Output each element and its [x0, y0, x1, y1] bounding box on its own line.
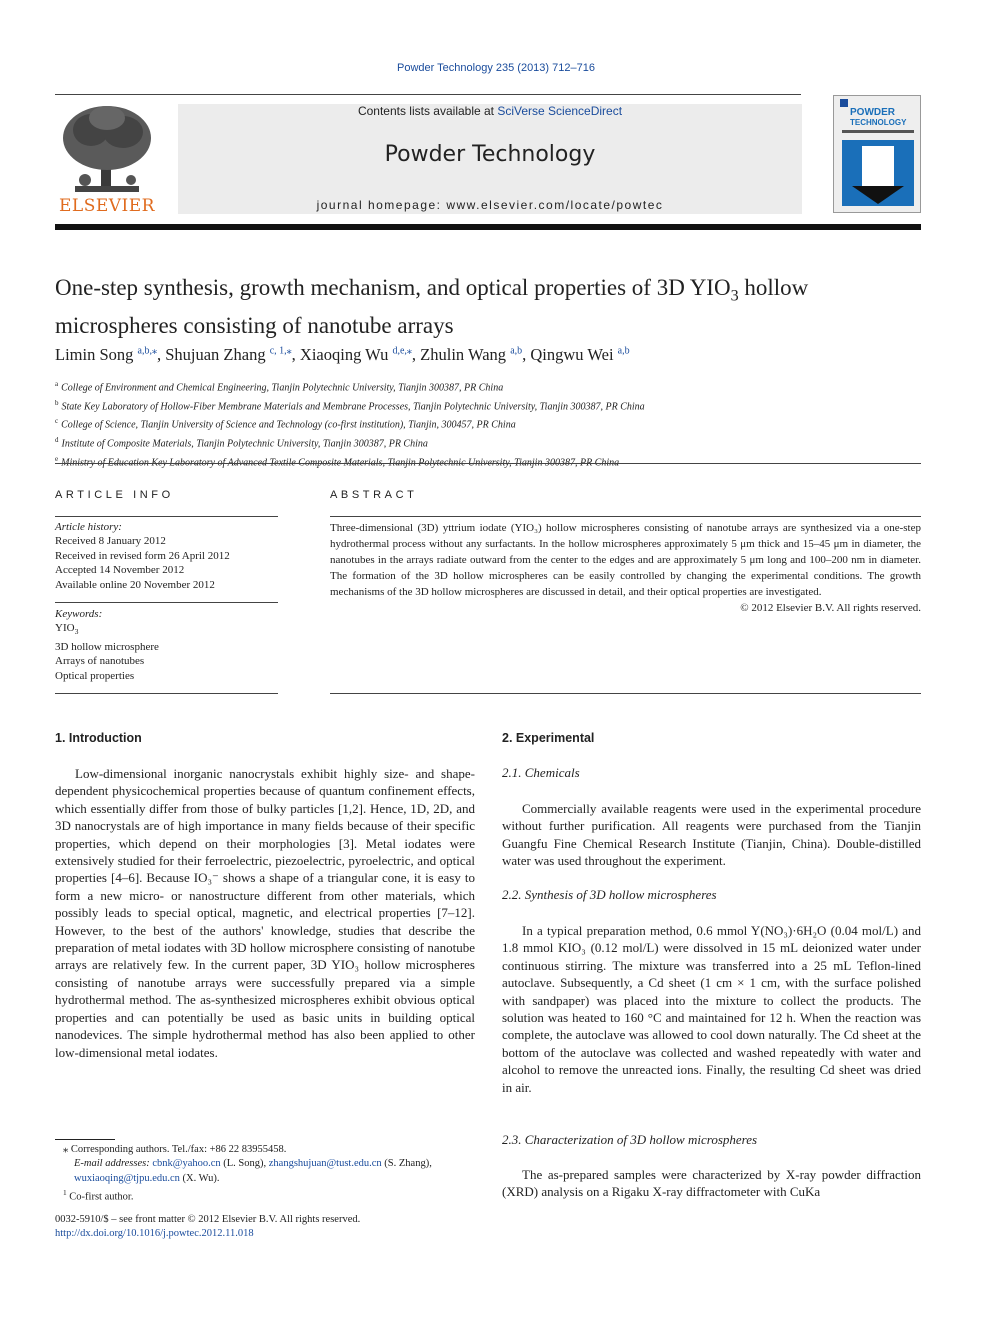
abstract-text: Three-dimensional (3D) yttrium iodate (YIO₃) hollow microspheres consisting of nanotube arrays are synthesized via a one-step hydrothermal process without any surfactants. In the hollow microspheres approximately 5 μm thick and 15–45 μm in diameter, the nanotubes in the arrays radiate outward from the center to the edges and are approximately 5 μm long and 100–200 nm in diameter. The formation of the 3D hollow microspheres can be easily controlled by changing the experimental conditions. The growth mechanisms of the 3D hollow microspheres are discussed in detail, and their optical properties are investigated. [330, 522, 921, 598]
affiliation-key: a [55, 380, 59, 388]
author-list: Limin Song $^{a,b,⁎}$, Shujuan Zhang $^{c, 1,⁎}$, Xiaoqing Wu $^{d,e,⁎}$, Zhulin Wang $^{a,b}$, Qingwu Wei $^{a,b}$ [55, 345, 630, 364]
issn-line: 0032-5910/$ – see front matter © 2012 Elsevier B.V. All rights reserved. [55, 1214, 361, 1225]
history-item: Accepted 14 November 2012 [55, 564, 185, 577]
affiliation-text: State Key Laboratory of Hollow-Fiber Membrane Materials and Membrane Processes, Tianjin Polytechnic University, Tianjin 300387, PR China [61, 400, 645, 412]
contents-line [178, 104, 802, 118]
footnote-emails [55, 1157, 475, 1171]
synthesis-paragraph: In a typical preparation method, 0.6 mmol Y(NO₃)·6H₂O (0.04 mol/L) and 1.8 mmol KIO₃ (0.12 mol/L) were dissolved in 15 mL deionized water under continuous stirring. The mixture was transferred into a 25 mL Teflon-lined autoclave. Subsequently, a Cd sheet (1 cm × 1 cm, with the surface polished with sandpaper) was placed into the mixture to collect the products. The solution was heated to 160 °C and maintained for 12 h. When the reaction was complete, the autoclave was allowed to cool down naturally. The Cd sheet at the bottom of the autoclave was collected and washed repeatedly with water and alcohol to remove the unreacted ions. Finally, the resulting Cd sheet was dried in air. [502, 923, 921, 1095]
header-top-rule [55, 94, 801, 95]
history-item: Received in revised form 26 April 2012 [55, 549, 230, 562]
journal-title: Powder Technology [384, 142, 596, 167]
affiliation-item [55, 396, 921, 415]
author-affiliation-marks[interactable]: c, 1,⁎ [269, 345, 292, 357]
intro-body [55, 765, 475, 1061]
keyword-yio-sub: 3 [74, 627, 79, 637]
author-name[interactable]: Limin Song [55, 345, 134, 364]
title-part-2: hollow [738, 275, 809, 300]
info-rule-bottom [55, 693, 278, 694]
author-affiliation-marks[interactable]: a,b [617, 345, 630, 357]
affiliation-item [55, 452, 921, 471]
abstract-rule-bottom [330, 693, 921, 694]
journal-homepage[interactable]: journal homepage: www.elsevier.com/locate/powtec [316, 198, 664, 212]
article-history [55, 520, 278, 592]
cover-title-line-2: TECHNOLOGY [850, 118, 907, 127]
cofirst-text: Co-first author. [69, 1191, 134, 1203]
author-name[interactable]: Xiaoqing Wu [299, 345, 389, 364]
title-part-1: One-step synthesis, growth mechanism, and optical properties of 3D YIO [55, 275, 731, 300]
synthesis-subheading: 2.2. Synthesis of 3D hollow microspheres [502, 887, 717, 902]
keyword-item: Optical properties [55, 669, 135, 682]
characterization-paragraph: The as-prepared samples were characterized by X-ray powder diffraction (XRD) analysis on a Rigaku X-ray diffractometer with CuKa [502, 1167, 921, 1200]
keyword-item: Arrays of nanotubes [55, 655, 145, 668]
email-link[interactable]: zhangshujuan@tust.edu.cn [268, 1158, 382, 1170]
affiliation-text: Institute of Composite Materials, Tianjin Polytechnic University, Tianjin 300387, PR China [61, 438, 428, 450]
footnote-corresponding: ⁎ Corresponding authors. Tel./fax: +86 22 83955458. [63, 1144, 287, 1155]
journal-cover [833, 95, 921, 213]
email-owner: (S. Zhang), [381, 1158, 432, 1170]
cover-logo-icon [840, 99, 848, 107]
chemicals-paragraph: Commercially available reagents were used in the experimental procedure without further purification. All reagents were purchased from the Tianjin Guangfu Fine Chemical Research Institute (Tianjin, China). Double-distilled water was used throughout the experiment. [502, 801, 921, 869]
intro-heading: 1. Introduction [55, 731, 142, 745]
affiliation-item [55, 414, 921, 433]
journal-citation[interactable]: Powder Technology 235 (2013) 712–716 [397, 62, 595, 74]
keyword-yio: YIO [55, 622, 75, 635]
history-label: Article history: [55, 521, 122, 533]
sciencedirect-link[interactable]: SciVerse ScienceDirect [497, 104, 623, 118]
keywords [55, 607, 278, 683]
issn-block [55, 1213, 475, 1242]
email-link[interactable]: cbnk@yahoo.cn [152, 1158, 221, 1170]
cover-title-line-1: POWDER [850, 107, 895, 118]
keyword-item [55, 621, 278, 640]
footnote-cofirst: $^1$ Co-first author. [63, 1187, 134, 1203]
abstract-label: ABSTRACT [330, 489, 418, 501]
intro-paragraph: Low-dimensional inorganic nanocrystals exhibit highly size- and shape-dependent physicochemical properties because of quantum confinement effects, which essentially differ from those of bulky particles [1,2]. Hence, 1D, 2D, and 3D nanocrystals are of high importance in many fields because of their specific properties, which depend on their morphologies [3]. Metal iodates were extensively studied for their ferroelectric, piezoelectric, pyroelectric, and optical properties [4–6]. Because IO₃⁻ shows a shape of a triangular cone, it is easy to form a new micro- or nanostructure different from other materials, which possibly leads to special optical, magnetic, and electrical properties [7–12]. However, to the best of the authors' knowledge, studies that describe the preparation of metal iodates with 3D hollow microsphere consisting of nanotube arrays are relatively few. In the current paper, 3D YIO₃ hollow microspheres consisting of nanotube arrays were successfully prepared via a simple hydrothermal method. The as-synthesized microspheres exhibit obvious optical properties and can potentially be used as basic units in building optical nanodevices. The simple hydrothermal method has also been applied to other low-dimensional metal iodates. [55, 766, 475, 1060]
affiliation-rule [55, 463, 921, 464]
info-rule-mid [55, 602, 278, 603]
abstract-rule-top [330, 516, 921, 517]
affiliation-key: c [55, 417, 59, 426]
affiliation-item [55, 377, 921, 396]
contents-prefix: Contents lists available at [357, 104, 498, 118]
title-part-3: microspheres consisting of nanotube arrays [55, 312, 454, 338]
author-name[interactable]: Qingwu Wei [530, 345, 614, 364]
cover-arrow-icon [842, 140, 914, 206]
author-affiliation-marks[interactable]: a,b,⁎ [137, 345, 157, 357]
chemicals-subheading: 2.1. Chemicals [502, 765, 580, 780]
affiliation-key: d [55, 435, 59, 444]
abstract-body [330, 520, 921, 616]
affiliation-text: College of Environment and Chemical Engineering, Tianjin Polytechnic University, Tianjin 300387, PR China [61, 382, 504, 394]
email-link[interactable]: wuxiaoqing@tjpu.edu.cn [74, 1172, 180, 1184]
history-item: Received 8 January 2012 [55, 535, 166, 548]
footnotes [55, 1143, 475, 1205]
info-rule-top [55, 516, 278, 517]
affiliation-item [55, 433, 921, 452]
title-subscript: 3 [730, 287, 739, 305]
footnote-rule [55, 1139, 115, 1140]
cover-title [850, 108, 906, 128]
email-owner: (X. Wu). [179, 1172, 220, 1184]
email-owner: (L. Song), [220, 1158, 269, 1170]
cover-divider [842, 130, 914, 133]
author-name[interactable]: Shujuan Zhang [165, 345, 266, 364]
history-item: Available online 20 November 2012 [55, 578, 215, 591]
footnote-emails-cont [55, 1172, 475, 1186]
chemicals-body [502, 800, 921, 870]
affiliation-text: College of Science, Tianjin University of Science and Technology (co-first institution), Tianjin, 300457, PR China [61, 419, 516, 431]
doi-link[interactable]: http://dx.doi.org/10.1016/j.powtec.2012.11.018 [55, 1228, 254, 1240]
experimental-heading: 2. Experimental [502, 731, 595, 745]
affiliations [55, 377, 921, 470]
corresponding-text: Corresponding authors. Tel./fax: +86 22 83955458. [70, 1144, 287, 1155]
synthesis-body [502, 922, 921, 1096]
author-affiliation-marks[interactable]: a,b [510, 345, 523, 357]
elsevier-logo [55, 100, 159, 215]
affiliation-key: b [55, 398, 59, 407]
characterization-body [502, 1166, 921, 1201]
email-label: E-mail addresses: [74, 1158, 150, 1170]
author-affiliation-marks[interactable]: d,e,⁎ [392, 345, 412, 357]
header-thick-rule [55, 224, 921, 230]
author-name[interactable]: Zhulin Wang [420, 345, 507, 364]
article-info-label: ARTICLE INFO [55, 489, 174, 501]
keywords-label: Keywords: [55, 608, 103, 620]
affiliation-key: e [55, 454, 59, 463]
keyword-item: 3D hollow microsphere [55, 641, 159, 653]
abstract-copyright: © 2012 Elsevier B.V. All rights reserved. [740, 602, 921, 614]
article-title [55, 273, 921, 340]
characterization-subheading: 2.3. Characterization of 3D hollow microspheres [502, 1132, 758, 1147]
publisher-name: ELSEVIER [59, 196, 155, 216]
